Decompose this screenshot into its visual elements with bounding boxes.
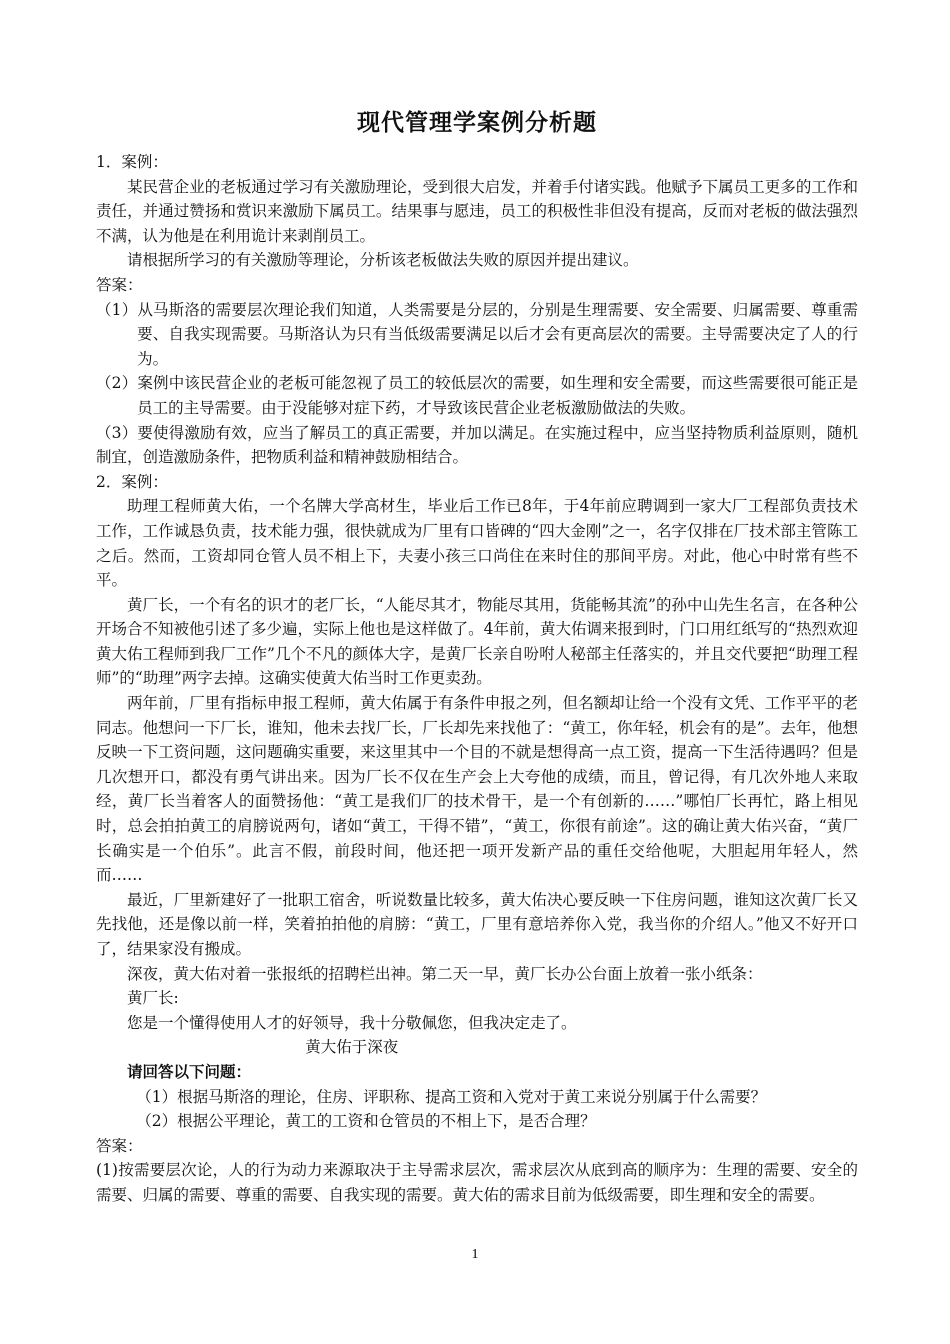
case2-heading: 2．案例： [96,472,168,491]
case1-question: 请根据所学习的有关激励等理论，分析该老板做法失败的原因并提出建议。 [127,251,639,270]
case1-answer-3: （3）要使得激励有效，应当了解员工的真正需要，并加以满足。在实施过程中，应当坚持物质利益原则，随机制宜，创造激励条件，把物质利益和精神鼓励相结合。 [96,423,858,467]
questions-heading: 请回答以下问题： [127,1062,252,1081]
page-number: 1 [471,1247,479,1262]
case1-answer-1: （1）从马斯洛的需要层次理论我们知道，人类需要是分层的，分别是生理需要、安全需要、归属需要、尊重需要、自我实现需要。马斯洛认为只有当低级需要满足以后才会有更高层次的需要。主导需要决定了人的行为。 [96,300,858,368]
case1-body: 某民营企业的老板通过学习有关激励理论，受到很大启发，并着手付诸实践。他赋予下属员工更多的工作和责任，并通过赞扬和赏识来激励下属员工。结果事与愿违，员工的积极性非但没有提高，反而对老板的做法强烈不满，认为他是在利用诡计来剥削员工。 [96,177,858,245]
question-1: （1）根据马斯洛的理论，住房、评职称、提高工资和入党对于黄工来说分别属于什么需要？ [136,1087,767,1106]
case2-paragraph: 最近，厂里新建好了一批职工宿舍，听说数量比较多，黄大佑决心要反映一下住房问题，谁知这次黄厂长又先找他，还是像以前一样，笑着拍拍他的肩膀：“黄工，厂里有意培养你入党，我当你的介绍人。”他又不好开口了，结果家没有搬成。 [96,890,858,958]
question-2: （2）根据公平理论，黄工的工资和仓管员的不相上下，是否合理？ [136,1112,596,1131]
case2-answer-1: (1)按需要层次论，人的行为动力来源取决于主导需求层次，需求层次从底到高的顺序为：生理的需要、安全的需要、归属的需要、尊重的需要、自我实现的需要。黄大佑的需求目前为低级需要，即生理和安全的需要。 [96,1161,858,1204]
case2-paragraph: 深夜，黄大佑对着一张报纸的招聘栏出神。第二天一早，黄厂长办公台面上放着一张小纸条： [127,964,763,983]
letter-salutation: 黄厂长: [127,989,179,1008]
case2-answer-label: 答案： [96,1136,143,1155]
case1-heading: 1．案例： [96,153,168,171]
case1-answer-2: （2）案例中该民营企业的老板可能忽视了员工的较低层次的需要，如生理和安全需要，而这些需要很可能正是员工的主导需要。由于没能够对症下药，才导致该民营企业老板激励做法的失败。 [96,374,858,417]
case2-paragraph: 助理工程师黄大佑，一个名牌大学高材生，毕业后工作已8年，于4年前应聘调到一家大厂工程部负责技术工作，工作诚恳负责，技术能力强，很快就成为厂里有口皆碑的“四大金刚”之一，名字仅排在厂技术部主管陈工之后。然而，工资却同仓管人员不相上下，夫妻小孩三口尚住在来时住的那间平房。对此，他心中时常有些不平。 [96,497,858,590]
case2-paragraph: 黄厂长，一个有名的识才的老厂长，“人能尽其才，物能尽其用，货能畅其流”的孙中山先生名言，在各种公开场合不知被他引述了多少遍，实际上他也是这样做了。4年前，黄大佑调来报到时，门口用红纸写的“热烈欢迎黄大佑工程师到我厂工作”几个不凡的颜体大字，是黄厂长亲自吩咐人秘部主任落实的，并且交代要把“助理工程师”的“助理”两字去掉。这确实使黄大佑当时工作更卖劲。 [96,595,858,688]
document-title: 现代管理学案例分析题 [357,110,597,136]
case1-answer-label: 答案： [96,275,143,294]
letter-signature: 黄大佑于深夜 [305,1038,399,1057]
case2-paragraph: 两年前，厂里有指标申报工程师，黄大佑属于有条件申报之列，但名额却让给一个没有文凭、工作平平的老同志。他想问一下厂长，谁知，他未去找厂长，厂长却先来找他了：“黄工，你年轻，机会有的是”。去年，他想反映一下工资问题，这问题确实重要，来这里其中一个目的不就是想得高一点工资，提高一下生活待遇吗？但是几次想开口，都没有勇气讲出来。因为厂长不仅在生产会上大夸他的成绩，而且，曾记得，有几次外地人来取经，黄厂长当着客人的面赞扬他：“黄工是我们厂的技术骨干，是一个有创新的……”哪怕厂长再忙，路上相见时，总会拍拍黄工的肩膀说两句，诸如“黄工，干得不错”，“黄工，你很有前途”。这的确让黄大佑兴奋，“黄厂长确实是一个伯乐”。此言不假，前段时间，他还把一项开发新产品的重任交给他呢，大胆起用年轻人，然而…… [96,694,858,885]
letter-body: 您是一个懂得使用人才的好领导，我十分敬佩您，但我决定走了。 [127,1013,577,1032]
